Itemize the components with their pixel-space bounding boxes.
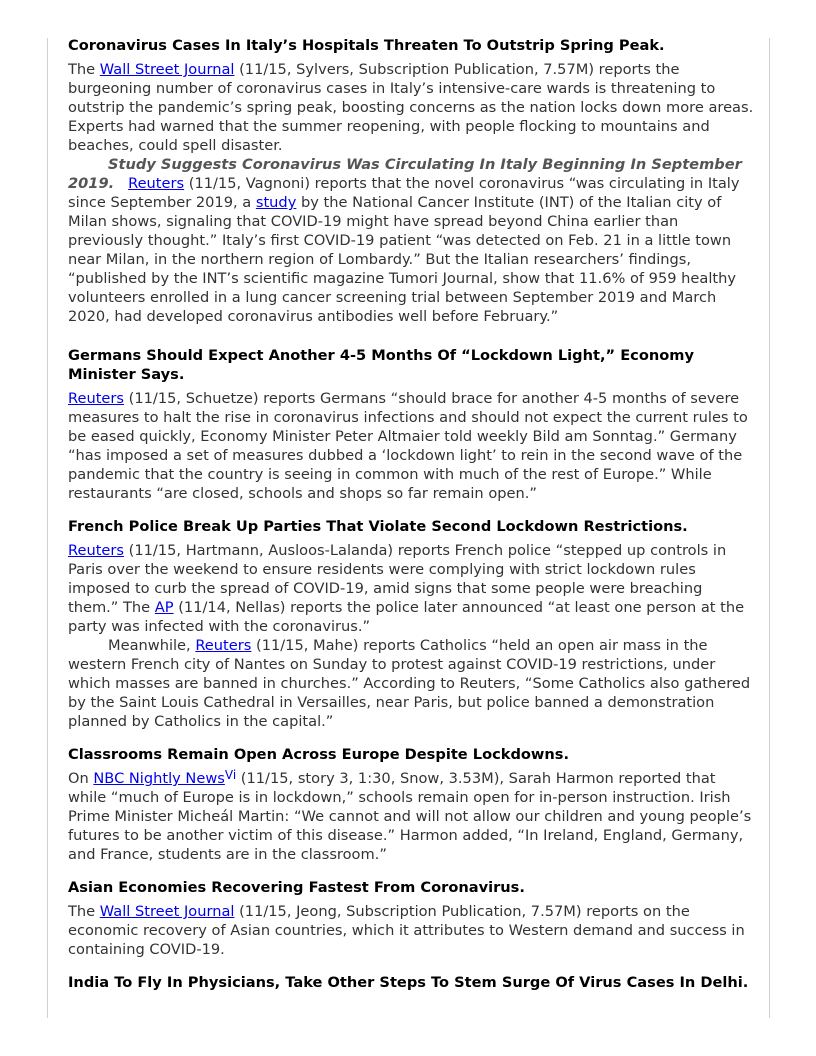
article-paragraph	[68, 155, 754, 326]
source-link[interactable]: Reuters	[195, 637, 252, 654]
text: (11/15, Sylvers, Subscription Publication, 7.57M) reports the burgeoning number of coronavirus cases in Italy’s intensive-care wards is threatening to outstrip the pandemic’s spring peak, boosting concerns as the nation locks down more areas. Experts had warned that the summer reopening, with people flocking to mountains and beaches, could spell disaster.	[68, 61, 754, 154]
headline: Asian Economies Recovering Fastest From Coronavirus.	[68, 879, 525, 896]
text: The	[68, 903, 100, 920]
article-paragraph	[68, 636, 754, 731]
text: (11/15, Vagnoni) reports that the novel coronavirus “was circulating in Italy since September 2019, a	[68, 175, 740, 211]
text: by the National Cancer Institute (INT) of the Italian city of Milan shows, signaling that COVID-19 might have spread beyond China earlier than previously thought.” Italy’s first COVID-19 patient “was detected on Feb. 21 in a little town near Milan, in the northern region of Lombardy.” But the Italian researchers’ findings, “published by the INT’s scientific magazine Tumori Journal, show that 11.6% of 959 healthy volunteers enrolled in a lung cancer screening trial between September 2019 and March 2020, had developed coronavirus antibodies well before February.”	[68, 194, 737, 325]
article-germany-lockdown	[68, 346, 754, 503]
text: (11/15, Mahe) reports Catholics “held an open air mass in the western French city of Nantes on Sunday to protest against COVID-19 restrictions, under which masses are banned in churches.” According to Reuters, “Some Catholics also gathered by the Saint Louis Cathedral in Versailles, near Paris, but police banned a demonstration planned by Catholics in the capital.”	[68, 637, 751, 730]
source-link[interactable]: AP	[154, 599, 174, 616]
text: (11/15, Jeong, Subscription Publication, 7.57M) reports on the economic recovery of Asian countries, which it attributes to Western demand and success in containing COVID-19.	[68, 903, 745, 958]
text: The	[68, 61, 100, 78]
source-link[interactable]: NBC Nightly News	[93, 770, 225, 787]
source-link[interactable]: Reuters	[68, 390, 125, 407]
headline: Classrooms Remain Open Across Europe Despite Lockdowns.	[68, 746, 570, 763]
text: (11/15, story 3, 1:30, Snow, 3.53M), Sarah Harmon reported that while “much of Europe is in lockdown,” schools remain open for in-person instruction. Irish Prime Minister Micheál Martin: “We cannot and will not allow our children and young people’s futures to be another victim of this disease.” Harmon added, “In Ireland, England, Germany, and France, students are in the classroom.”	[68, 770, 752, 863]
text: (11/14, Nellas) reports the police later announced “at least one person at the party was infected with the coronavirus.”	[68, 599, 745, 635]
article-french-police	[68, 517, 754, 731]
article-paragraph	[68, 769, 754, 864]
study-link[interactable]: study	[255, 194, 297, 211]
article-italy-hospitals	[68, 36, 754, 326]
article-paragraph	[68, 541, 754, 636]
headline: India To Fly In Physicians, Take Other Steps To Stem Surge Of Virus Cases In Delhi.	[68, 974, 749, 991]
source-link[interactable]: Reuters	[128, 175, 185, 192]
text: On	[68, 770, 94, 787]
article-asian-economies	[68, 878, 754, 959]
article-paragraph	[68, 60, 754, 155]
subheadline: Study Suggests Coronavirus Was Circulating In Italy Beginning In September 2019.	[68, 156, 742, 192]
text: (11/15, Schuetze) reports Germans “should brace for another 4-5 months of severe measures to halt the rise in coronavirus infections and should not expect the current rules to be eased quickly, Economy Minister Peter Altmaier told weekly Bild am Sonntag.” Germany “has imposed a set of measures dubbed a ‘lockdown light’ to rein in the second wave of the pandemic that the country is seeing in common with much of the rest of Europe.” While restaurants “are closed, schools and shops so far remain open.”	[68, 390, 748, 502]
article-classrooms	[68, 745, 754, 864]
source-link[interactable]: Wall Street Journal	[99, 61, 235, 78]
article-india-physicians	[68, 973, 754, 992]
article-paragraph	[68, 389, 754, 503]
text: Meanwhile,	[108, 637, 196, 654]
source-link[interactable]: Wall Street Journal	[99, 903, 235, 920]
article-paragraph	[68, 902, 754, 959]
headline: French Police Break Up Parties That Violate Second Lockdown Restrictions.	[68, 518, 688, 535]
newsletter-content	[68, 36, 754, 997]
video-marker[interactable]: Vi	[224, 768, 237, 782]
source-link[interactable]: Reuters	[68, 542, 125, 559]
text: (11/15, Hartmann, Ausloos-Lalanda) reports French police “stepped up controls in Paris over the weekend to ensure residents were complying with strict lockdown rules imposed to curb the spread of COVID-19, amid signs that some people were breaching them.” The	[68, 542, 727, 616]
headline: Coronavirus Cases In Italy’s Hospitals Threaten To Outstrip Spring Peak.	[68, 37, 665, 54]
headline: Germans Should Expect Another 4-5 Months Of “Lockdown Light,” Economy Minister Says.	[68, 347, 694, 383]
